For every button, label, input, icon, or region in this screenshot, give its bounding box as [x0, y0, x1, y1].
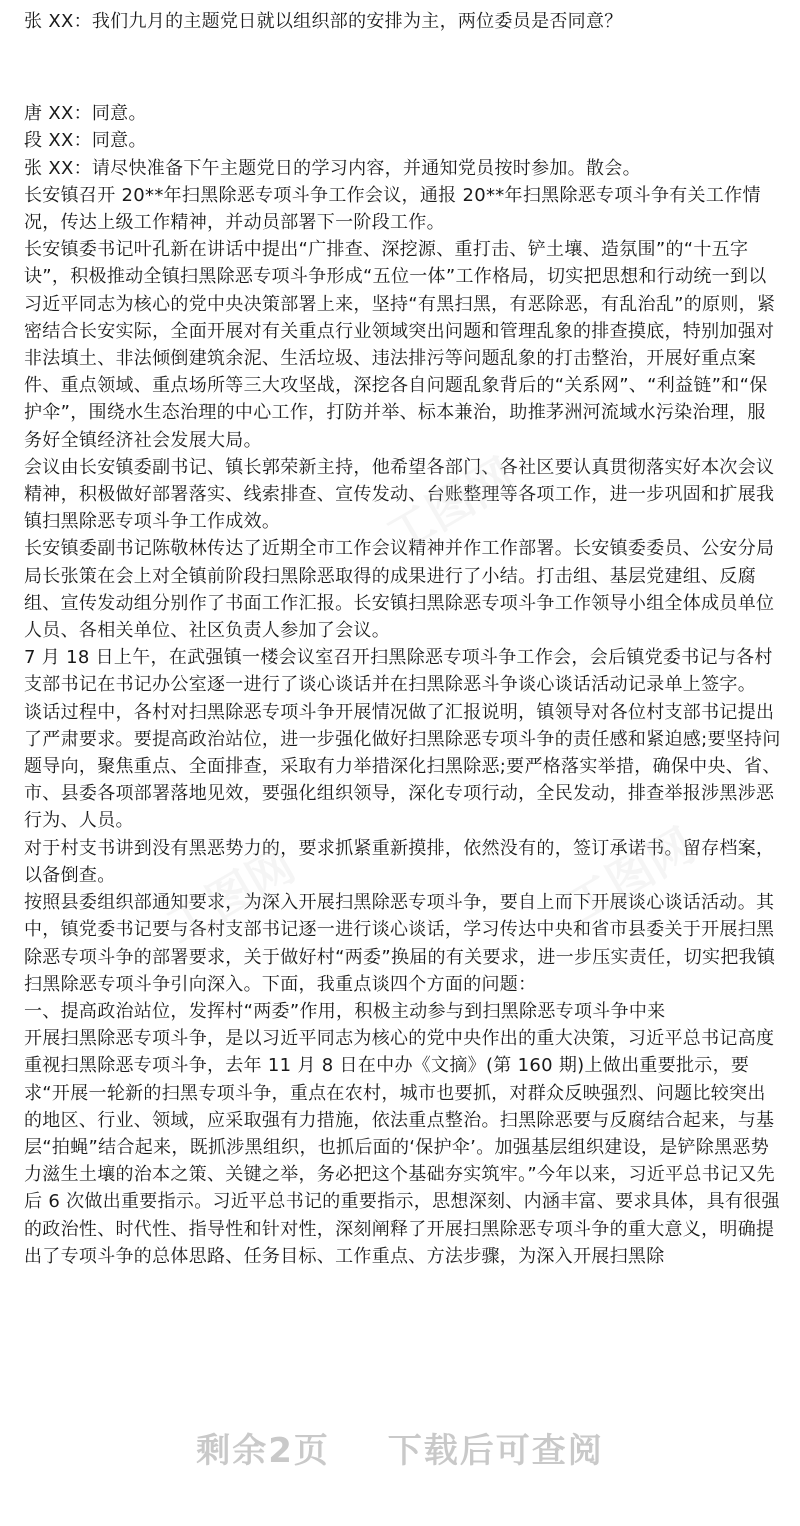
blank-gap [24, 35, 782, 100]
paragraph: 长安镇召开 20**年扫黑除恶专项斗争工作会议，通报 20**年扫黑除恶专项斗争有关工作情况，传达上级工作精神，并动员部署下一阶段工作。 [24, 184, 761, 234]
paragraph: 按照县委组织部通知要求，为深入开展扫黑除恶专项斗争，要自上而下开展谈心谈话活动。其中，镇党委书记要与各村支部书记逐一进行谈心谈话，学习传达中央和省市县委关于开展扫黑除恶专项斗争的部署要求，关于做好村“两委”换届的有关要求，进一步压实责任，切实把我镇扫黑除恶专项斗争引向深入。下面，我重点谈四个方面的问题： [24, 892, 776, 995]
paragraph: 长安镇委副书记陈敬林传达了近期全市工作会议精神并作工作部署。长安镇委委员、公安分局局长张策在会上对全镇前阶段扫黑除恶取得的成果进行了小结。打击组、基层党建组、反腐组、宣传发动组分别作了书面工作汇报。长安镇扫黑除恶专项斗争工作领导小组全体成员单位人员、各相关单位、社区负责人参加了会议。 [24, 538, 775, 642]
paragraph: 段 XX：同意。 [24, 130, 147, 152]
watermark: 工图网 [157, 837, 304, 954]
document-body [24, 8, 782, 1270]
download-to-view-label[interactable]: 下载后可查阅 [387, 1431, 604, 1471]
download-banner[interactable] [0, 1423, 800, 1472]
remaining-pages-label: 剩余2页 [196, 1431, 330, 1471]
paragraph: 唐 XX：同意。 [24, 103, 147, 125]
paragraph: 张 XX：我们九月的主题党日就以组织部的安排为主，两位委员是否同意？ [24, 11, 623, 32]
paragraph: 张 XX：请尽快准备下午主题党日的学习内容，并通知党员按时参加。散会。 [24, 157, 641, 179]
paragraph: 会议由长安镇委副书记、镇长郭荣新主持，他希望各部门、各社区要认真贯彻落实好本次会议精神，积极做好部署落实、线索排查、宣传发动、台账整理等各项工作，进一步巩固和扩展我镇扫黑除恶专项斗争工作成效。 [24, 456, 775, 533]
watermark: 工图网 [377, 447, 524, 564]
section-heading: 一、提高政治站位，发挥村“两委”作用，积极主动参与到扫黑除恶专项斗争中来 [24, 1000, 666, 1022]
watermark: 工图网 [557, 817, 704, 934]
paragraph: 谈话过程中，各村对扫黑除恶专项斗争开展情况做了汇报说明，镇领导对各位村支部书记提出了严肃要求。要提高政治站位，进一步强化做好扫黑除恶专项斗争的责任感和紧迫感;要坚持问题导向，聚焦重点、全面排查，采取有力举措深化扫黑除恶;要严格落实举措，确保中央、省、市、县委各项部署落地见效，要强化组织领导，深化专项行动，全民发动，排查举报涉黑涉恶行为、人员。 [24, 701, 781, 832]
paragraph: 开展扫黑除恶专项斗争，是以习近平同志为核心的党中央作出的重大决策，习近平总书记高度重视扫黑除恶专项斗争，去年 11 月 8 日在中办《文摘》(第 160 期)上做出重要批示，要求“开展一轮新的扫黑专项斗争，重点在农村，城市也要抓，对群众反映强烈、问题比较突出的地区、行业、领域，应采取强有力措施，依法重点整治。扫黑除恶要与反腐结合起来，与基层“拍蝇”结合起来，既抓涉黑组织，也抓后面的‘保护伞’。加强基层组织建设，是铲除黑恶势力滋生土壤的治本之策、关键之举，务必把这个基础夯实筑牢。”今年以来，习近平总书记又先后 6 次做出重要指示。习近平总书记的重要指示，思想深刻、内涵丰富、要求具体，具有很强的政治性、时代性、指导性和针对性，深刻阐释了开展扫黑除恶专项斗争的重大意义，明确提出了专项斗争的总体思路、任务目标、工作重点、方法步骤，为深入开展扫黑除 [24, 1028, 780, 1267]
paragraph: 对于村支书讲到没有黑恶势力的，要求抓紧重新摸排，依然没有的，签订承诺书。留存档案，以备倒查。 [24, 837, 775, 886]
paragraph: 7 月 18 日上午，在武强镇一楼会议室召开扫黑除恶专项斗争工作会，会后镇党委书记与各村支部书记在书记办公室逐一进行了谈心谈话并在扫黑除恶斗争谈心谈话活动记录单上签字。 [24, 647, 773, 696]
paragraph: 长安镇委书记叶孔新在讲话中提出“广排查、深挖源、重打击、铲土壤、造氛围”的“十五字诀”，积极推动全镇扫黑除恶专项斗争形成“五位一体”工作格局，切实把思想和行动统一到以习近平同志为核心的党中央决策部署上来，坚持“有黑扫黑，有恶除恶，有乱治乱”的原则，紧密结合长安实际，全面开展对有关重点行业领域突出问题和管理乱象的排查摸底，特别加强对非法填土、非法倾倒建筑余泥、生活垃圾、违法排污等问题乱象的打击整治，开展好重点案件、重点领域、重点场所等三大攻坚战，深挖各自问题乱象背后的“关系网”、“利益链”和“保护伞”，围绕水生态治理的中心工作，打防并举、标本兼治，助推茅洲河流域水污染治理，服务好全镇经济社会发展大局。 [24, 239, 776, 451]
